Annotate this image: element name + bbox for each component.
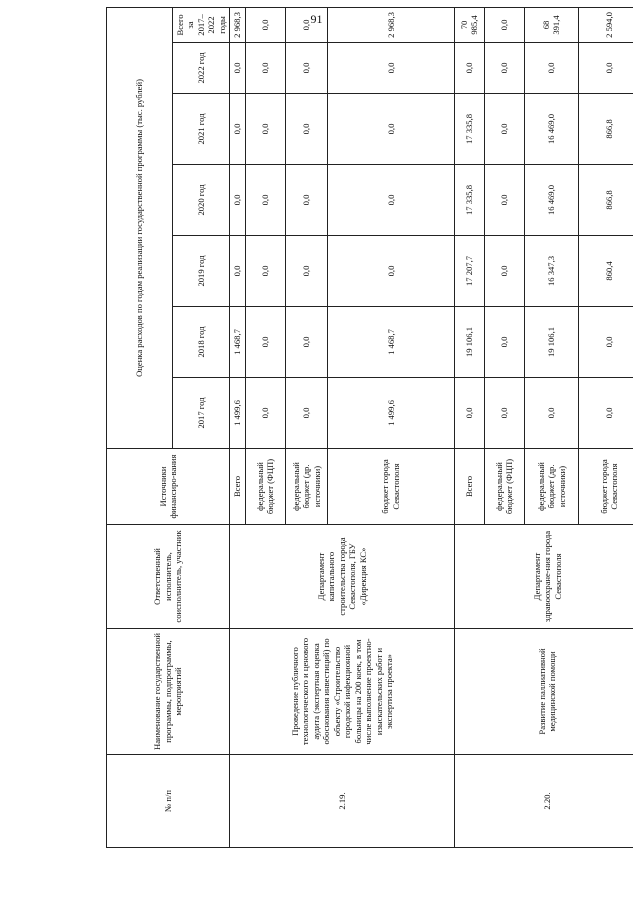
responsible-party: Департамент капитального строительства города Севастополя, ГБУ «Дирекция КС» (230, 525, 454, 629)
value-cell: 1 468,7 (327, 307, 454, 378)
value-cell: 0,0 (327, 43, 454, 94)
source-cell: Всего (454, 449, 484, 525)
value-cell: 866,8 (578, 165, 633, 236)
header-name: Наименование государственной программы, подпрограммы, мероприятий (107, 629, 230, 755)
value-cell: 866,8 (578, 94, 633, 165)
value-cell: 16 469,0 (524, 94, 578, 165)
value-cell: 0,0 (484, 236, 524, 307)
value-cell: 0,0 (245, 43, 285, 94)
page-number: 91 (310, 12, 323, 26)
total-cell: 0,0 (484, 7, 524, 42)
total-cell: 2 968,3 (230, 7, 245, 42)
year-header: 2020 год (173, 165, 230, 236)
total-cell: 68 391,4 (524, 7, 578, 42)
value-cell: 16 347,3 (524, 236, 578, 307)
header-source: Источники финансиро-вания (107, 449, 230, 525)
value-cell: 0,0 (484, 307, 524, 378)
source-cell: бюджет города Севастополя (327, 449, 454, 525)
financing-table (106, 7, 633, 848)
header-row-1 (107, 7, 173, 847)
table-row (230, 7, 245, 847)
value-cell: 0,0 (454, 43, 484, 94)
source-cell: Всего (230, 449, 245, 525)
value-cell: 860,4 (578, 236, 633, 307)
measure-name: Развитие паллиативной медицинской помощи (454, 629, 633, 755)
value-cell: 0,0 (245, 236, 285, 307)
value-cell: 1 499,6 (230, 378, 245, 449)
total-cell: 2 594,0 (578, 7, 633, 42)
value-cell: 1 499,6 (327, 378, 454, 449)
value-cell: 0,0 (578, 307, 633, 378)
value-cell: 0,0 (245, 94, 285, 165)
value-cell: 0,0 (245, 307, 285, 378)
value-cell: 0,0 (484, 165, 524, 236)
value-cell: 0,0 (245, 165, 285, 236)
value-cell: 0,0 (484, 43, 524, 94)
header-responsible: Ответственный исполнитель, соисполнитель, участник (107, 525, 230, 629)
source-cell: федеральный бюджет (др. источники) (524, 449, 578, 525)
value-cell: 0,0 (285, 165, 327, 236)
value-cell: 0,0 (578, 378, 633, 449)
source-cell: федеральный бюджет (др. источники) (285, 449, 327, 525)
value-cell: 16 469,0 (524, 165, 578, 236)
value-cell: 0,0 (327, 165, 454, 236)
value-cell: 0,0 (230, 94, 245, 165)
year-header: 2019 год (173, 236, 230, 307)
header-num: № п/п (107, 755, 230, 848)
year-header: 2018 год (173, 307, 230, 378)
source-cell: федеральный бюджет (ФЦП) (245, 449, 285, 525)
value-cell: 0,0 (484, 94, 524, 165)
value-cell: 19 106,1 (454, 307, 484, 378)
value-cell: 0,0 (578, 43, 633, 94)
year-header-total: Всего за 2017–2022 годы (173, 7, 230, 42)
value-cell: 0,0 (285, 378, 327, 449)
row-number: 2.19. (230, 755, 454, 848)
value-cell: 0,0 (454, 378, 484, 449)
value-cell: 19 106,1 (524, 307, 578, 378)
year-header: 2021 год (173, 94, 230, 165)
rotated-table-wrapper (106, 12, 620, 848)
source-cell: бюджет города Севастополя (578, 449, 633, 525)
value-cell: 0,0 (327, 94, 454, 165)
value-cell: 17 335,8 (454, 94, 484, 165)
total-cell: 0,0 (285, 7, 327, 42)
source-cell: федеральный бюджет (ФЦП) (484, 449, 524, 525)
row-number: 2.20. (454, 755, 633, 848)
year-header: 2022 год (173, 43, 230, 94)
value-cell: 0,0 (285, 236, 327, 307)
total-cell: 70 985,4 (454, 7, 484, 42)
value-cell: 0,0 (484, 378, 524, 449)
value-cell: 0,0 (285, 43, 327, 94)
value-cell: 1 468,7 (230, 307, 245, 378)
value-cell: 0,0 (230, 43, 245, 94)
value-cell: 17 335,8 (454, 165, 484, 236)
value-cell: 0,0 (524, 43, 578, 94)
value-cell: 0,0 (230, 165, 245, 236)
value-cell: 0,0 (327, 236, 454, 307)
table-row (454, 7, 484, 847)
measure-name: Проведение публичного технологического и ценового аудита (экспертная оценка обоснования инвестиций) по объекту «Строительство городской инфекционной больницы на 200 коек, в том числе выполнение проектно-изыскательских работ и экспертиза проекта» (230, 629, 454, 755)
value-cell: 0,0 (285, 307, 327, 378)
value-cell: 0,0 (230, 236, 245, 307)
total-cell: 0,0 (245, 7, 285, 42)
value-cell: 0,0 (524, 378, 578, 449)
header-estimate: Оценка расходов по годам реализации государственной программы (тыс. рублей) (107, 7, 173, 448)
value-cell: 17 207,7 (454, 236, 484, 307)
responsible-party: Департамент здравоохране-ния города Севастополя (454, 525, 633, 629)
value-cell: 0,0 (245, 378, 285, 449)
year-header: 2017 год (173, 378, 230, 449)
total-cell: 2 968,3 (327, 7, 454, 42)
value-cell: 0,0 (285, 94, 327, 165)
